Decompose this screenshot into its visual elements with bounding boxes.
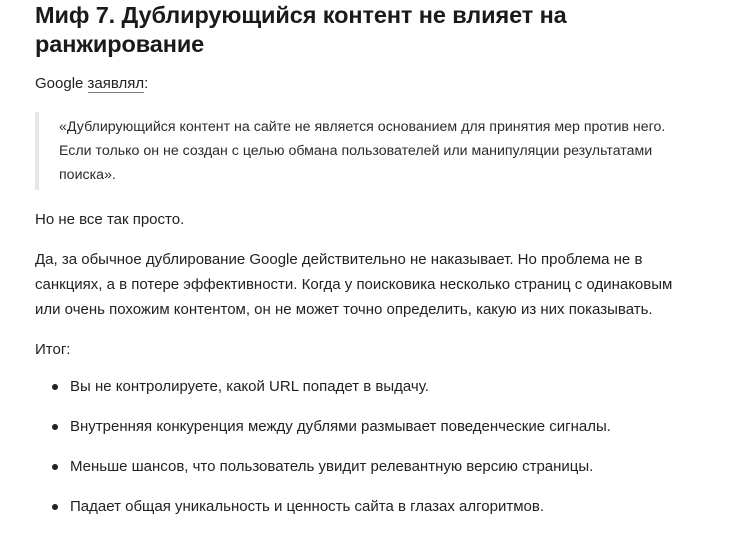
intro-text: Google <box>35 75 88 92</box>
list-item-text: Меньше шансов, что пользователь увидит релевантную версию страницы. <box>70 458 594 475</box>
intro-paragraph <box>35 71 725 96</box>
bullet-icon <box>52 504 58 510</box>
summary-list <box>35 374 725 519</box>
list-item <box>35 494 725 519</box>
list-item-text: Падает общая уникальность и ценность сайта в глазах алгоритмов. <box>70 498 545 515</box>
quote-text: «Дублирующийся контент на сайте не является основанием для принятия мер против него. Если только он не создан с целью обмана пользователей или манипуляции результатами поиска». <box>59 119 666 183</box>
bullet-icon <box>52 384 58 390</box>
statement-link[interactable]: заявлял <box>87 75 145 92</box>
bullet-icon <box>52 424 58 430</box>
paragraph-explanation: Да, за обычное дублирование Google действительно не наказывает. Но проблема не в санкциях, а в потере эффективности. Когда у поисковика несколько страниц с одинаковым или очень похожим контентом, он не может точно определить, какую из них показывать. <box>35 251 673 318</box>
list-item <box>35 414 725 439</box>
intro-suffix: : <box>144 75 149 92</box>
list-item-text: Вы не контролируете, какой URL попадет в выдачу. <box>70 378 429 395</box>
article <box>35 0 725 534</box>
paragraph-not-simple: Но не все так просто. <box>35 211 185 228</box>
summary-label: Итог: <box>35 341 71 358</box>
bullet-icon <box>52 464 58 470</box>
list-item-text: Внутренняя конкуренция между дублями размывает поведенческие сигналы. <box>70 418 611 435</box>
list-item <box>35 454 725 479</box>
google-quote <box>35 112 699 190</box>
article-heading: Миф 7. Дублирующийся контент не влияет на ранжирование <box>35 2 567 57</box>
list-item <box>35 374 725 399</box>
